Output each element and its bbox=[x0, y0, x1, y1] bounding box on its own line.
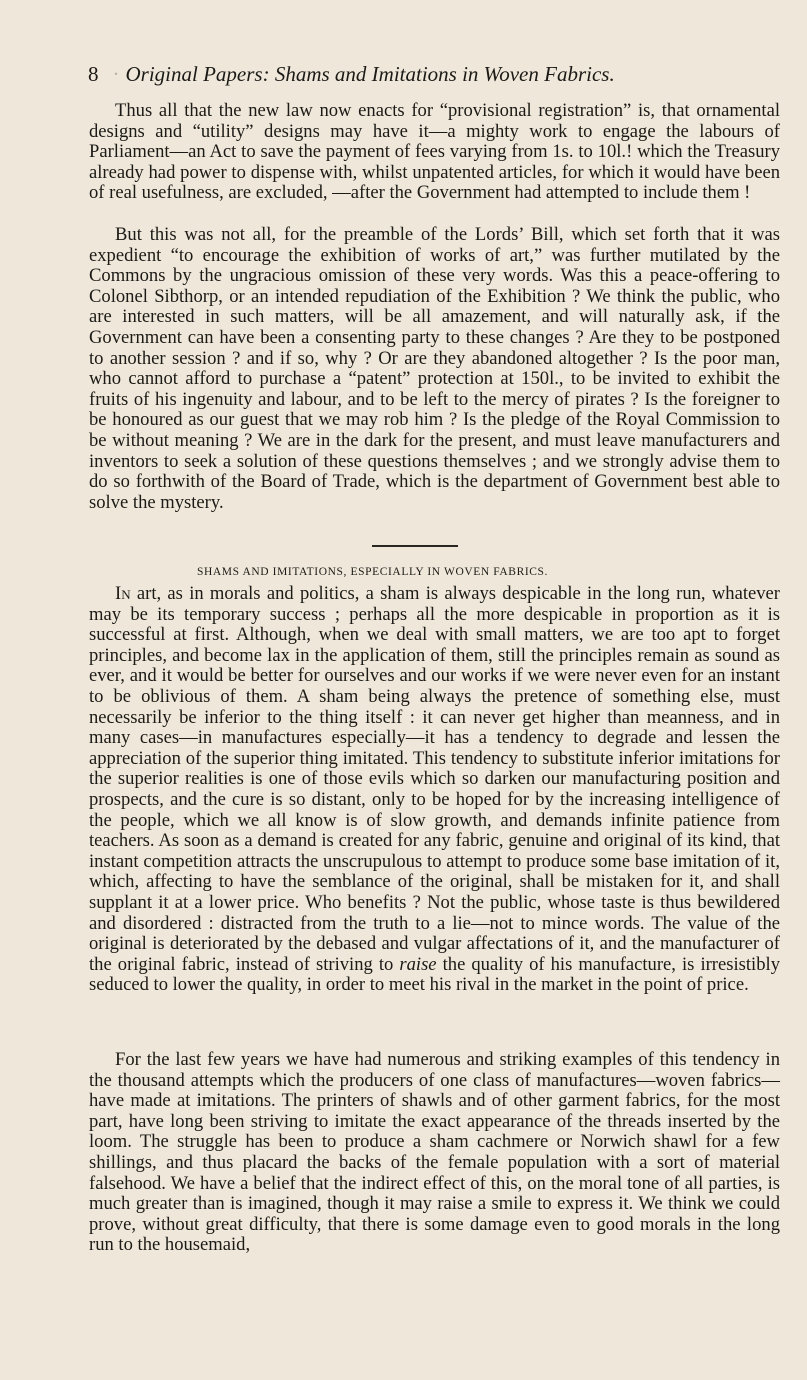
page-number: 8 bbox=[88, 62, 99, 86]
running-title: Original Papers: Shams and Imitations in Woven Fabrics. bbox=[125, 62, 615, 86]
section-paragraph-1 bbox=[89, 584, 780, 996]
intro-paragraph-1-block bbox=[89, 101, 780, 204]
intro-paragraph-2: But this was not all, for the preamble of the Lords’ Bill, which set forth that it was expedient “to encourage the exhibition of works of art,” was further mutilated by the Commons by the ungracious omission of these very words. Was this a peace-offering to Colonel Sibthorp, or an intended repudiation of the Exhibition ? We think the public, who are interested in such matters, will be all amazement, and will naturally ask, if the Government can have been a consenting party to these changes ? Are they to be postponed to another session ? and if so, why ? Or are they abandoned altogether ? Is the poor man, who cannot afford to purchase a “patent” protection at 150l., to be invited to exhibit the fruits of his ingenuity and labour, and to be left to the mercy of pirates ? Is the foreigner to be honoured as our guest that we may rob him ? Is the pledge of the Royal Commission to be without meaning ? We are in the dark for the present, and must leave manufacturers and inventors to seek a solution of these questions themselves ; and we strongly advise them to do so forthwith of the Board of Trade, which is the department of Government best able to solve the mystery. bbox=[89, 224, 780, 513]
section-paragraph-2-block bbox=[89, 1050, 780, 1256]
section-title: SHAMS AND IMITATIONS, ESPECIALLY IN WOVEN FABRICS. bbox=[197, 566, 549, 578]
section-paragraph-2: For the last few years we have had numerous and striking examples of this tendency in the thousand attempts which the producers of one class of manufactures—woven fabrics—have made at imitations. The printers of shawls and of other garment fabrics, for the most part, have long been striving to imitate the exact appearance of the threads inserted by the loom. The struggle has been to produce a sham cachmere or Norwich shawl for a few shillings, and thus placard the backs of the female population with a sort of material falsehood. We have a belief that the indirect effect of this, on the moral tone of all parties, is much greater than is imagined, though it may raise a smile to express it. We think we could prove, without great difficulty, that there is some damage even to good morals in the long run to the housemaid, bbox=[89, 1049, 780, 1256]
emphasis-word: raise bbox=[399, 953, 437, 975]
intro-paragraph-1: Thus all that the new law now enacts for “provisional registration” is, that ornamental designs and “utility” designs may have it—a mighty work to engage the labours of Parliament—an Act to save the payment of fees varying from 1s. to 10l.! which the Treasury already had power to dispense with, whilst unpatented articles, for which it would have been of real usefulness, are excluded, —after the Government had attempted to include them ! bbox=[89, 100, 780, 204]
section-paragraph-1-block bbox=[89, 584, 780, 996]
header-divider: · bbox=[112, 62, 120, 86]
running-header bbox=[88, 62, 688, 86]
intro-paragraph-2-block bbox=[89, 225, 780, 513]
lead-word: In bbox=[115, 583, 131, 604]
section-paragraph-1-end: the quality of his manufacture, is irresistibly seduced to lower the quality, in order to meet his rival in the market in the point of price. bbox=[89, 953, 780, 996]
section-paragraph-1-text: art, as in morals and politics, a sham is always despicable in the long run, whatever may be its temporary success ; perhaps all the more despicable in proportion as it is successful at first. Although, when we deal with small matters, we are too apt to forget principles, and become lax in the application of them, still the principles remain as sound as ever, and it would be better for ourselves and our works if we were never even for an instant to be oblivious of them. A sham being always the pretence of something else, must necessarily be inferior to the thing itself : it can never get higher than meanness, and in many cases—in manufactures especially—it has a tendency to degrade and lessen the appreciation of the superior thing imitated. This tendency to substitute inferior imitations for the superior realities is one of those evils which so darken our manufacturing position and prospects, and the cure is so distant, only to be hoped for by the increasing intelligence of the people, which we all know is of slow growth, and demands infinite patience from teachers. As soon as a demand is created for any fabric, genuine and original of its kind, that instant competition attracts the unscrupulous to attempt to produce some base imitation of it, which, affecting to have the semblance of the original, shall be mistaken for it, and shall supplant it at a lower price. Who benefits ? Not the public, whose taste is thus bewildered and disordered : distracted from the truth to a lie—not to mince words. The value of the original is deteriorated by the debased and vulgar affectations of it, and the manufacturer of the original fabric, instead of striving to bbox=[89, 583, 780, 975]
section-divider-rule bbox=[372, 545, 458, 547]
